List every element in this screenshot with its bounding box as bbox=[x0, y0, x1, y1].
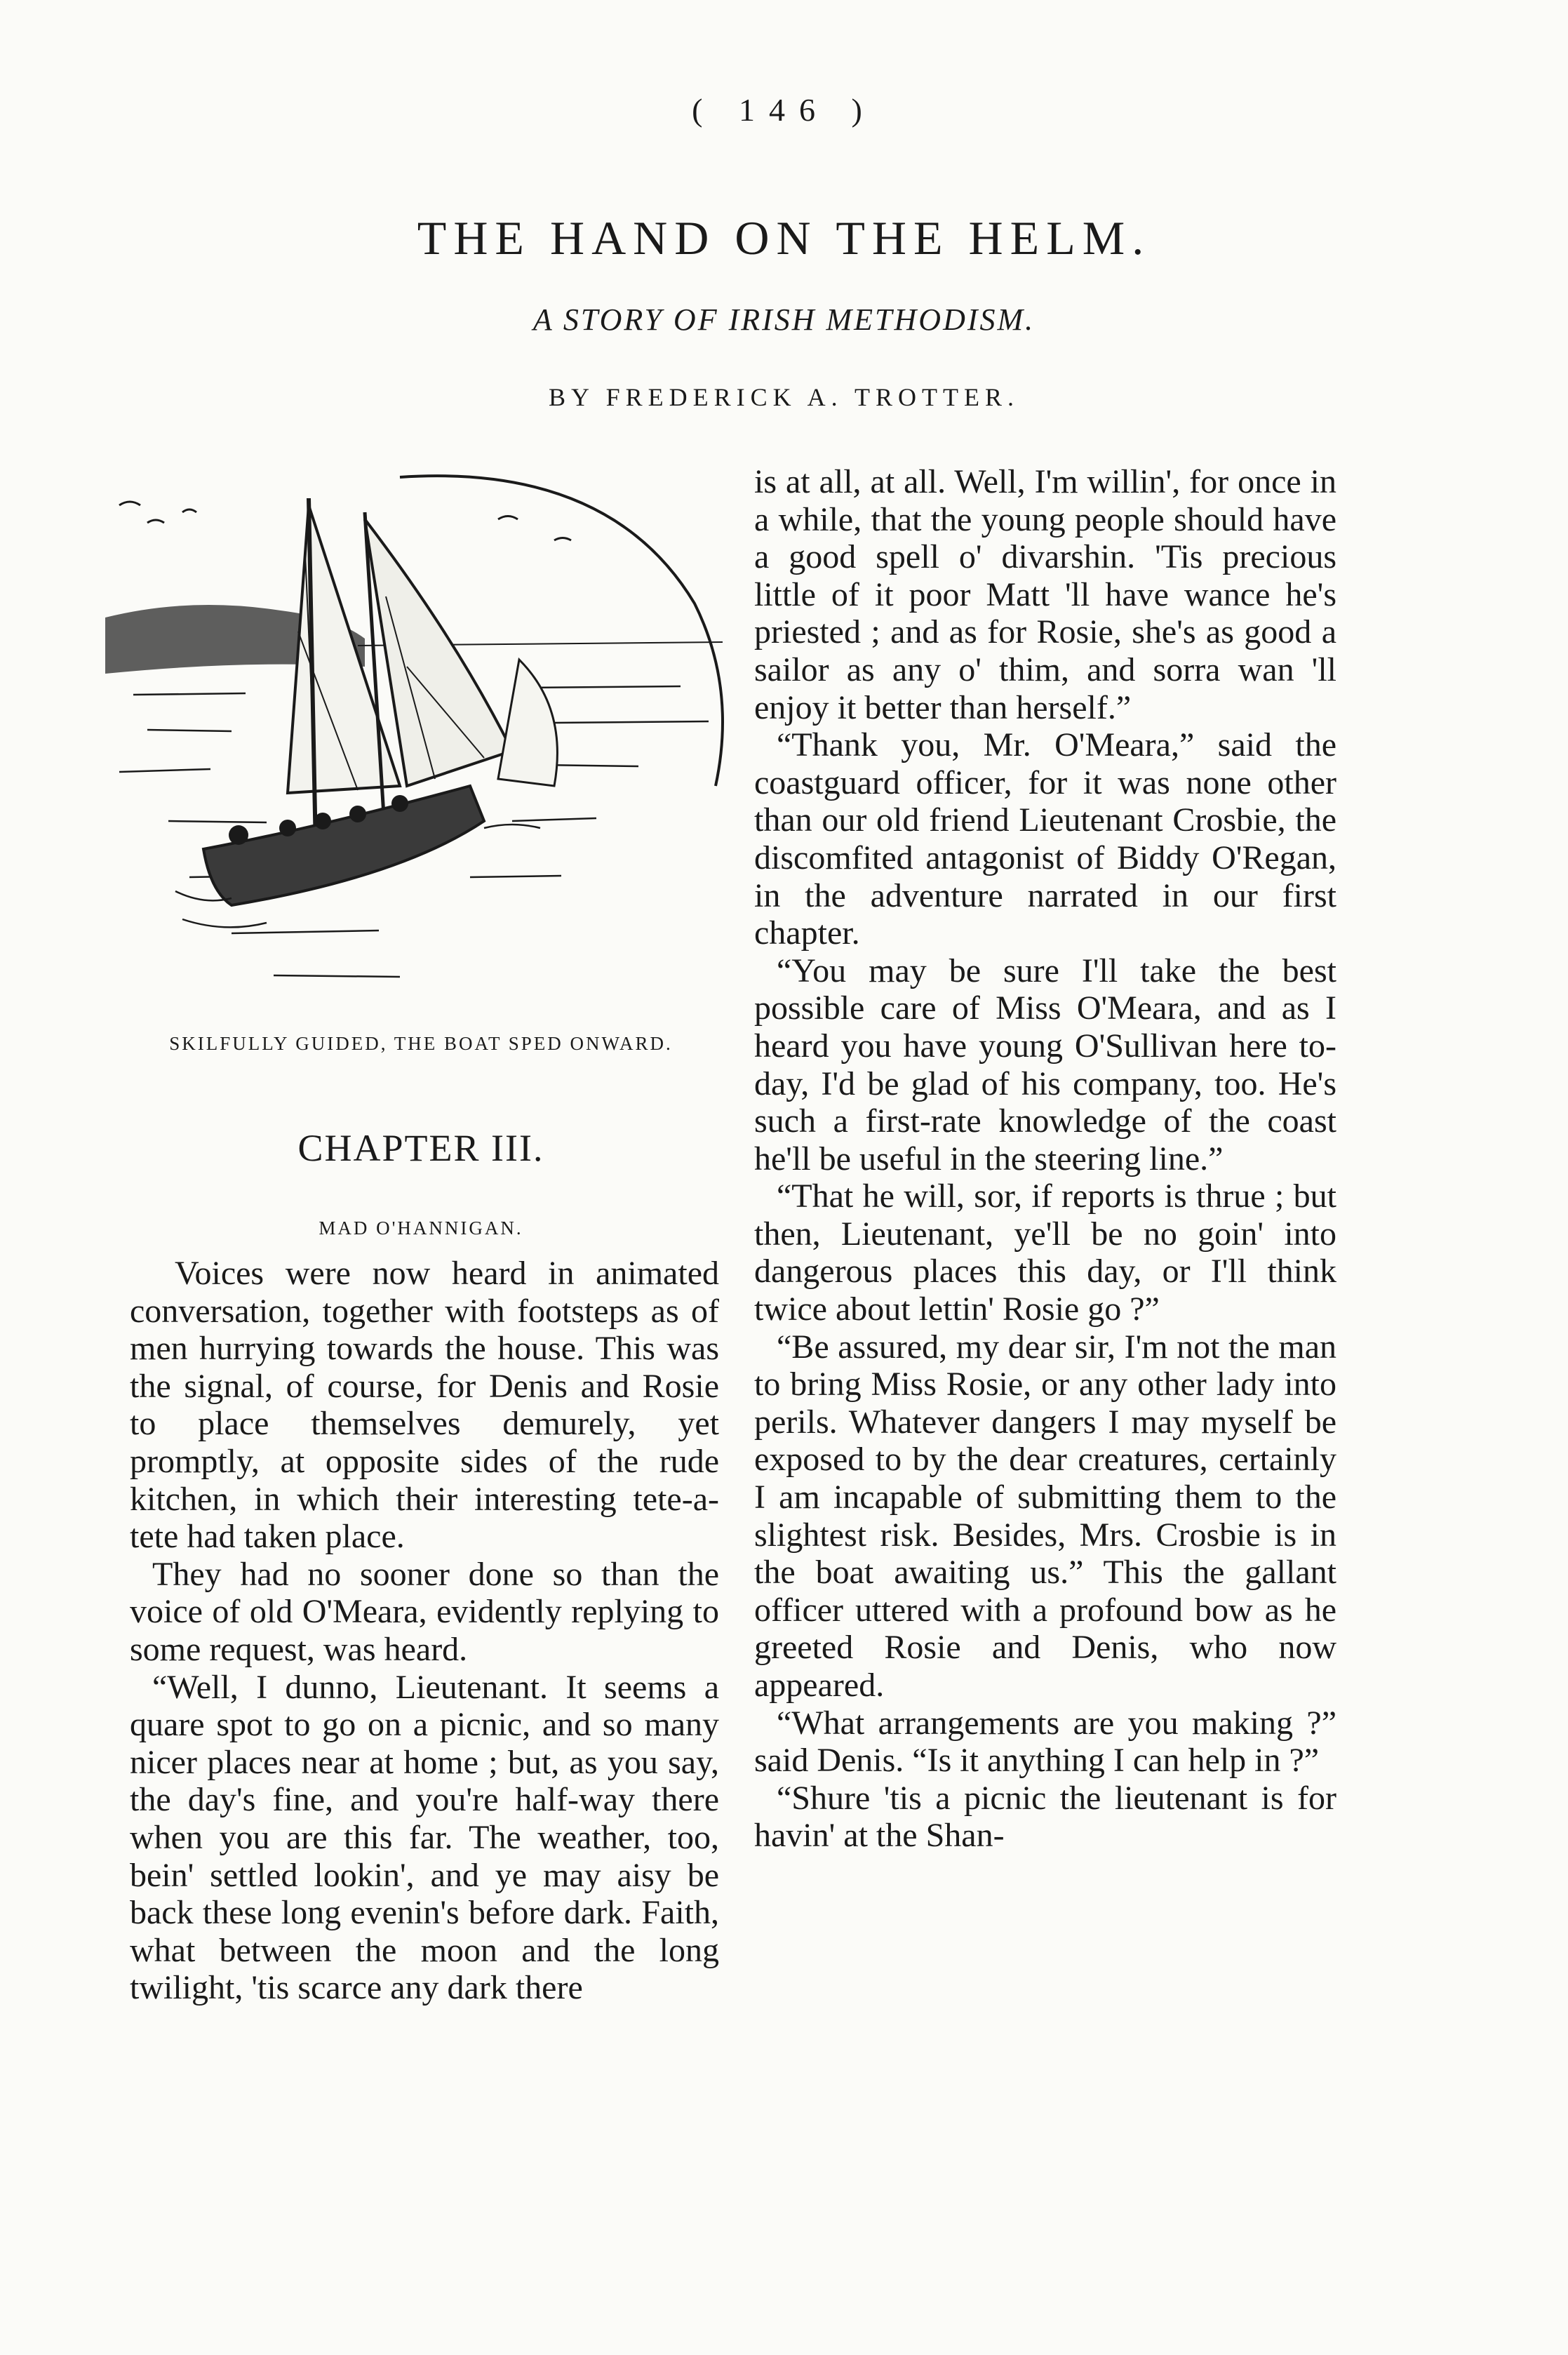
illustration-caption: SKILFULLY GUIDED, THE BOAT SPED ONWARD. bbox=[169, 1033, 673, 1054]
paragraph: is at all, at all. Well, I'm willin', for once in a while, that the young people should have a good spell o' divarshin. 'Tis precious little of it poor Matt 'll have wance he's priested ; and as for Rosie, she's as good a sailor as any o' thim, and sorra wan 'll enjoy it better than herself.” bbox=[754, 463, 1336, 726]
paragraph: “That he will, sor, if reports is thrue ; but then, Lieutenant, ye'll be no goin' into dangerous places this day, or I'll think twice about lettin' Rosie go ?” bbox=[754, 1178, 1336, 1328]
article-subtitle: A STORY OF IRISH METHODISM. bbox=[532, 302, 1036, 337]
paragraph: “You may be sure I'll take the best possible care of Miss O'Meara, and as I heard you have young O'Sullivan here to-day, I'd be glad of his company, too. He's such a first-rate knowledge of the coast he'll be useful in the steering line.” bbox=[754, 952, 1336, 1178]
paragraph: “Well, I dunno, Lieutenant. It seems a quare spot to go on a picnic, and so many nicer places near at home ; but, as you say, the day's fine, and you're half-way there when you are this far. The weather, too, bein' settled lookin', and ye may aisy be back these long evenin's before dark. Faith, what between the moon and the long twilight, 'tis scarce any dark there bbox=[130, 1668, 719, 2007]
sailboat-illustration bbox=[105, 456, 737, 1032]
paragraph: “Shure 'tis a picnic the lieutenant is for havin' at the Shan- bbox=[754, 1779, 1336, 1855]
paragraph: They had no sooner done so than the voice of old O'Meara, evidently replying to some request, was heard. bbox=[130, 1555, 719, 1668]
paragraph: “Be assured, my dear sir, I'm not the man to bring Miss Rosie, or any other lady into perils. Whatever dangers I may myself be exposed to by the dear creatures, certainly I am incapable of submitting them to the slightest risk. Besides, Mrs. Crosbie is in the boat awaiting us.” This the gallant officer uttered with a profound bow as he greeted Rosie and Denis, who now appeared. bbox=[754, 1328, 1336, 1704]
paragraph: “What arrangements are you making ?” said Denis. “Is it anything I can help in ?” bbox=[754, 1704, 1336, 1780]
page-number: ( 146 ) bbox=[692, 92, 876, 128]
paragraph: Voices were now heard in animated conversation, together with footsteps as of men hurrying towards the house. This was the signal, of course, for Denis and Rosie to place themselves demurely, yet promptly, at opposite sides of the rude kitchen, in which their interesting tete-a-tete had taken place. bbox=[130, 1255, 719, 1556]
paragraph: “Thank you, Mr. O'Meara,” said the coastguard officer, for it was none other than our old friend Lieutenant Crosbie, the discomfited antagonist of Biddy O'Regan, in the adventure narrated in our first chapter. bbox=[754, 726, 1336, 952]
author-byline: BY FREDERICK A. TROTTER. bbox=[548, 383, 1020, 411]
left-text-column bbox=[130, 1255, 719, 2007]
right-text-column bbox=[754, 463, 1336, 1855]
chapter-subheading: MAD O'HANNIGAN. bbox=[319, 1217, 523, 1239]
chapter-heading: CHAPTER III. bbox=[297, 1127, 544, 1169]
article-title: THE HAND ON THE HELM. bbox=[417, 211, 1151, 265]
